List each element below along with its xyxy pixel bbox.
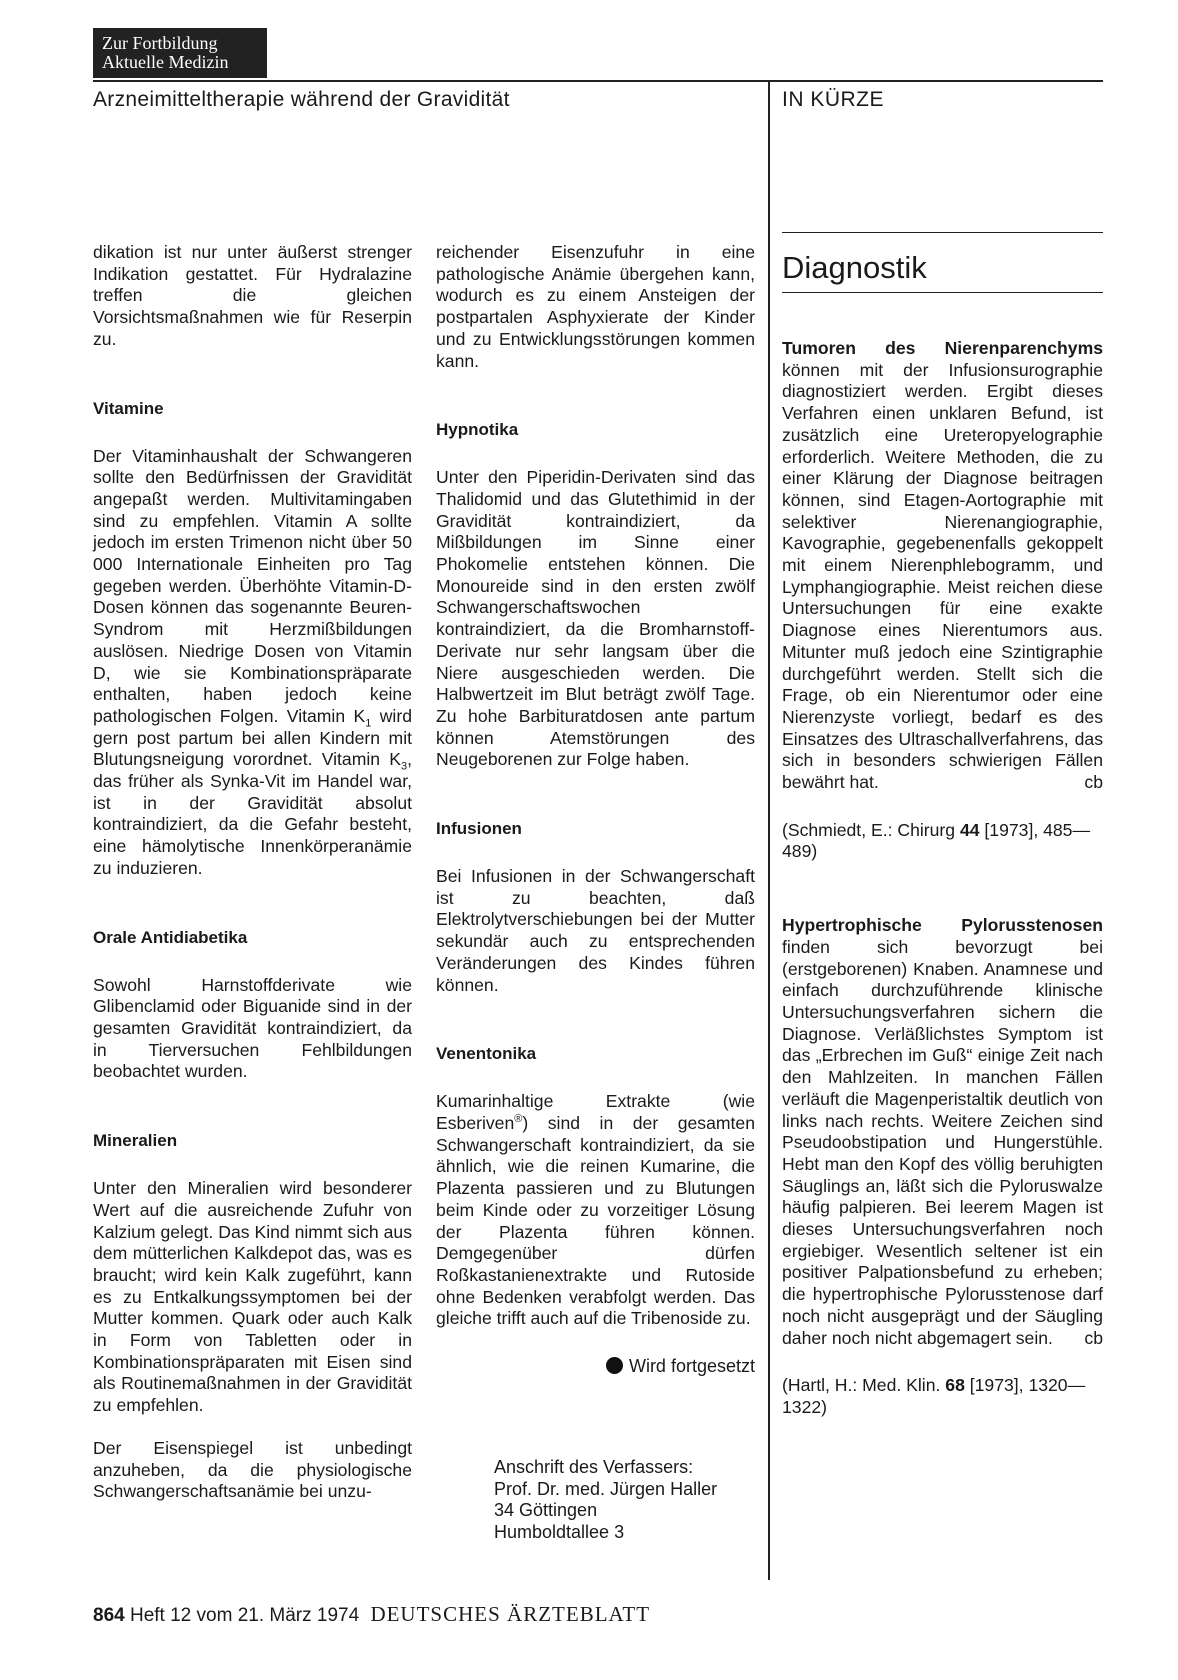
address-city: 34 Göttingen <box>494 1500 598 1520</box>
venentonika-text: Kumarinhaltige Extrakte (wie Esberiven®) sind in der gesamten Schwangerschaft kontraindiziert, da sie ähnlich, wie die reinen Kumarine, die Plazenta passieren und zu Blutungen beim Kinde oder zu vorzeitiger Lösung der Plazenta führen können. Demgegenüber dürfen Roßkastanienextrakte und Rutoside ohne Bedenken verabfolgt werden. Das gleiche trifft auch auf die Tribenoside zu. <box>436 1091 755 1329</box>
column-1 <box>93 242 412 1503</box>
item2-text: Hypertrophische Pylorusstenosen finden sich bevorzugt bei (erstgeborenen) Knaben. Anamnese und einfach durchzuführende klinische Untersuchungsverfahren sichern die Diagnose. Verläßlichstes Symptom ist das „Erbrechen im Guß“ einige Zeit nach den Mahlzeiten. In manchen Fällen verläuft die Magenperistaltik deutlich von links nach rechts. Weitere Zeichen sind Pseudoobstipation und Hungerstühle. Hebt man den Kopf des völlig beruhigten Säuglings an, läßt sich die Pyloruswalze häufig palpieren. Bei leerem Magen ist dieses Untersuchungsverfahren noch ergiebiger. Wesentlich seltener ist ein positiver Palpationsbefund zu erheben; die hypertrophische Pylorusstenose darf noch nicht ausgeprägt und der Säugling daher noch nicht abgemagert sein. cb <box>782 915 1103 1348</box>
heading-hypnotika: Hypnotika <box>436 420 519 440</box>
page-title: Arzneimitteltherapie während der Gravidität <box>93 88 510 111</box>
item2-reference: (Hartl, H.: Med. Klin. 68 [1973], 1320—1322) <box>782 1375 1086 1417</box>
header-rule <box>93 80 1103 82</box>
item1-signature: cb <box>1084 772 1103 793</box>
col1-intro: dikation ist nur unter äußerst strenger Indikation gestattet. Für Hydralazine treffen die gleichen Vorsichtsmaßnahmen wie für Reserpin zu. <box>93 242 412 349</box>
item2-signature: cb <box>1084 1327 1103 1348</box>
page-footer <box>93 1602 650 1627</box>
item1-reference: (Schmiedt, E.: Chirurg 44 [1973], 485—489) <box>782 819 1091 862</box>
hypnotika-text: Unter den Piperidin-Derivaten sind das Thalidomid und das Glutethimid in der Gravidität kontraindiziert, da Mißbildungen im Sinne einer Phokomelie entstehen können. Die Monoureide sind in den ersten zwölf Schwangerschaftswochen kontraindiziert, da die Bromharnstoff-Derivate nur sehr langsam über die Niere ausgeschieden werden. Die Halbwertzeit im Blut beträgt zwölf Tage. Zu hohe Barbituratdosen ante partum können Atemstörungen des Neugeborenen zur Folge haben. <box>436 467 755 770</box>
column-2 <box>436 242 755 1378</box>
heading-vitamine: Vitamine <box>93 398 164 418</box>
heading-antidiabetika: Orale Antidiabetika <box>93 927 248 947</box>
address-street: Humboldtallee 3 <box>494 1521 625 1542</box>
col2-intro: reichender Eisenzufuhr in eine pathologische Anämie übergehen kann, wodurch es zu einem Ansteigen der postpartalen Asphyxierate der Kinder und zu Entwicklungsstörungen kommen kann. <box>436 242 755 371</box>
heading-venentonika: Venentonika <box>436 1044 537 1064</box>
column-divider <box>768 80 770 1580</box>
heading-infusionen: Infusionen <box>436 819 522 839</box>
eisen-text: Der Eisenspiegel ist unbedingt anzuheben, da die physiologische Schwangerschaftsanämie bei unzu- <box>93 1437 412 1502</box>
vitamine-text: Der Vitaminhaushalt der Schwangeren sollte den Bedürfnissen der Gravidität angepaßt werden. Multivitamingaben sind zu empfehlen. Vitamin A sollte jedoch im ersten Trimenon nicht über 50 000 Internationale Einheiten pro Tag gegeben werden. Überhöhte Vitamin-D-Dosen können das sogenannte Beuren-Syndrom mit Herzmißbildungen auslösen. Niedrige Dosen von Vitamin D, wie sie Kombinationspräparate enthalten, haben jedoch keine pathologischen Folgen. Vitamin $K_1$ wird gern post partum bei allen Kindern mit Blutungsneigung vorordnet. Vitamin $K_3$, das früher als Synka-Vit im Handel war, ist in der Gravidität absolut kontraindiziert, da die Gefahr besteht, eine hämolytische Innenkörperanämie zu induzieren. <box>93 445 412 878</box>
address-name: Prof. Dr. med. Jürgen Haller <box>494 1478 718 1499</box>
diagnostik-heading: Diagnostik <box>782 250 927 285</box>
badge-line-2: Aktuelle Medizin <box>102 52 229 72</box>
infusionen-text: Bei Infusionen in der Schwangerschaft ist zu beachten, daß Elektrolytverschiebungen bei der Mutter sekundär auch zu entsprechenden Veränderungen des Kindes führen können. <box>436 866 755 995</box>
issue-info: Heft 12 vom 21. März 1974 <box>129 1605 360 1626</box>
column-3 <box>782 338 1103 1419</box>
bullet-dot-icon <box>606 1357 623 1374</box>
badge-line-1: Zur Fortbildung <box>102 33 218 53</box>
in-kuerze-label: IN KÜRZE <box>782 88 885 111</box>
section-badge <box>93 28 267 78</box>
diagnostik-rule-bottom <box>782 292 1103 293</box>
journal-name: DEUTSCHES ÄRZTEBLATT <box>370 1602 651 1626</box>
heading-mineralien: Mineralien <box>93 1131 178 1151</box>
diagnostik-rule-top <box>782 232 1103 233</box>
author-address <box>494 1457 717 1543</box>
continued-note: Wird fortgesetzt <box>436 1356 755 1378</box>
page-number: 864 <box>93 1605 125 1626</box>
item1-text: Tumoren des Nierenparenchyms können mit der Infusionsurographie diagnostiziert werden. Ergibt dieses Verfahren einen unklaren Befund, ist zusätzlich eine Ureteropyelographie erforderlich. Weitere Methoden, die zu einer Klärung der Diagnose beitragen können, sind Etagen-Aortographie mit selektiver Nierenangiographie, Kavographie, gegebenenfalls gekoppelt mit einem Nierenphlebogramm, und Lymphangiographie. Meist reichen diese Untersuchungen für eine exakte Diagnose eines Nierentumors aus. Mitunter muß jedoch eine Szintigraphie durchgeführt werden. Stellt sich die Frage, ob ein Nierentumor oder eine Nierenzyste vorliegt, bedarf es des Einsatzes des Ultraschallverfahrens, das sich in besonders schwierigen Fällen bewährt hat. cb <box>782 338 1103 793</box>
antidiabetika-text: Sowohl Harnstoffderivate wie Glibenclamid oder Biguanide sind in der gesamten Gravidität kontraindiziert, da in Tierversuchen Fehlbildungen beobachtet wurden. <box>93 974 412 1082</box>
mineralien-text: Unter den Mineralien wird besonderer Wert auf die ausreichende Zufuhr von Kalzium gelegt. Das Kind nimmt sich aus dem mütterlichen Kalkdepot das, was es braucht; wird kein Kalk zugeführt, kann es zu Entkalkungssymptomen bei der Mutter kommen. Quark oder auch Kalk in Form von Tabletten oder in Kombinationspräparaten mit Eisen sind als Routinemaßnahmen in der Gravidität zu empfehlen. <box>93 1178 412 1416</box>
address-label: Anschrift des Verfassers: <box>494 1457 694 1477</box>
